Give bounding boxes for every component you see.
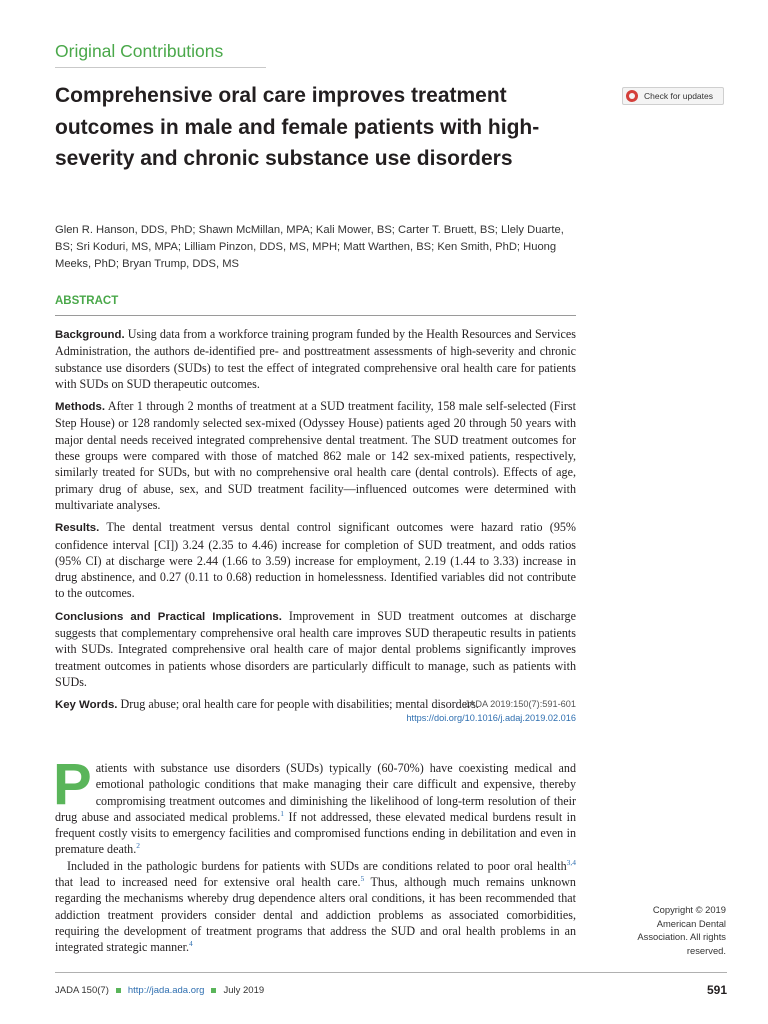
footer-separator-icon	[211, 988, 216, 993]
abstract-conclusions	[55, 608, 576, 690]
abstract-body	[55, 326, 576, 720]
author-list: Glen R. Hanson, DDS, PhD; Shawn McMillan, MPA; Kali Mower, BS; Carter T. Bruett, BS; Llely Duarte, BS; Sri Koduri, MS, MPA; Lilliam Pinzon, DDS, MS, MPH; Matt Warthen, BS; Ken Smith, PhD; Huong Meeks, PhD; Bryan Trump, DDS, MS	[55, 224, 564, 270]
p1-text-a: atients with substance use disorders (SUDs) typically (60-70%) have coexisting medical and emotional pathologic conditions that make managing their care difficult and expensive, thereby compromising treatment outcomes and diminishing the likelihood of long-term resolution of their drug abuse and associated medical problems.	[55, 761, 576, 824]
p1-text-b: If not addressed, these elevated medical burdens result in frequent costly visits to emergency facilities and compromised functions ending in debilitation and even in premature death.	[55, 809, 576, 857]
reference-link[interactable]: 1	[280, 808, 285, 818]
footer-rule	[55, 972, 727, 973]
conclusions-text: Improvement in SUD treatment outcomes at discharge suggests that complementary comprehensive oral health care improves SUD therapeutic results in patients with SUDs. Integrated comprehensive oral health care of major dental problems significantly improves treatment outcomes in patients whose disorders are particularly difficult to manage, such as patients with SUDs.	[55, 608, 576, 689]
journal-reference: JADA 2019:150(7):591-601	[464, 699, 576, 709]
footer-journal: JADA 150(7)	[55, 984, 109, 996]
citation-block	[350, 697, 576, 725]
p2-text-a: Included in the pathologic burdens for patients with SUDs are conditions related to poor oral health	[67, 858, 567, 873]
abstract-heading: ABSTRACT	[55, 295, 119, 307]
results-label: Results.	[55, 522, 100, 535]
background-text: Using data from a workforce training program funded by the Health Resources and Services Administration, the authors de-identified pre- and posttreatment assessments of high-severity and chronic substance use disorders (SUDs) to test the effect of integrated comprehensive oral health care for patients with SUDs on SUD therapeutic outcomes.	[55, 327, 576, 391]
p2-text-b: that lead to increased need for extensive oral health care.	[55, 875, 361, 890]
reference-link[interactable]: 3,4	[566, 857, 576, 867]
doi-link[interactable]: https://doi.org/10.1016/j.adaj.2019.02.016	[406, 713, 576, 723]
keywords-text: Drug abuse; oral health care for people with disabilities; mental disorders.	[120, 697, 479, 712]
section-rule	[55, 67, 266, 68]
footer-separator-icon	[116, 988, 121, 993]
footer-url-link[interactable]: http://jada.ada.org	[127, 984, 205, 996]
results-text: The dental treatment versus dental control significant outcomes were hazard ratio (95% confidence interval [CI]) 3.24 (2.35 to 4.46) increase for completion of SUD treatment, and odds ratios (95% CI) at discharge were 2.44 (1.66 to 3.59) increase for employment, 2.19 (1.44 to 3.33) increase in drug abstinence, and 0.27 (0.11 to 0.68) reduction in homelessness. Identified variables did not contribute to the outcomes.	[55, 520, 576, 601]
p2-text-c: Thus, although much remains unknown regarding the mechanisms whereby drug dependence alters oral conditions, it has been recommended that addiction treatment providers consider dental and addiction problems as associated comorbidities, requiring the development of treatment programs that address the SUD and oral health problems in an integrated strategic manner.	[55, 875, 576, 955]
reference-link[interactable]: 2	[136, 841, 141, 851]
abstract-methods	[55, 398, 576, 513]
article-body	[53, 752, 576, 956]
drop-cap: P	[53, 752, 92, 817]
methods-text: After 1 through 2 months of treatment at a SUD treatment facility, 158 male self-selected (First Step House) or 128 randomly selected sex-mixed (Odyssey House) patients aged 20 through 50 years with major dental needs received integrated comprehensive dental treatment. The SUD treatment outcomes for these groups were compared with those of matched 862 male or 142 sex-mixed patients, respectively, similarly treated for SUDs, but with no comprehensive oral health care (dental controls). Effects of age, primary drug of abuse, sex, and SUD treatment facility—influenced outcomes were determined with multivariate analyses.	[55, 399, 576, 512]
check-for-updates-label: Check for updates	[644, 91, 713, 101]
abstract-background	[55, 326, 576, 392]
keywords-label: Key Words.	[55, 699, 118, 712]
background-label: Background.	[55, 329, 125, 341]
body-paragraph-1	[53, 752, 576, 858]
reference-link[interactable]: 5	[360, 874, 365, 884]
footer-date: July 2019	[223, 984, 265, 996]
body-paragraph-2	[55, 858, 576, 956]
section-label: Original Contributions	[55, 41, 224, 61]
page-footer	[55, 983, 727, 997]
reference-link[interactable]: 4	[188, 939, 193, 949]
crossmark-icon	[626, 90, 638, 102]
page-number: 591	[706, 983, 727, 997]
abstract-results	[55, 519, 576, 601]
copyright-notice: Copyright © 2019 American Dental Association. All rights reserved.	[637, 904, 726, 956]
check-for-updates-button[interactable]	[622, 87, 724, 105]
article-title: Comprehensive oral care improves treatment outcomes in male and female patients with high-severity and chronic substance use disorders	[55, 84, 540, 170]
methods-label: Methods.	[55, 401, 105, 414]
abstract-rule	[55, 315, 576, 316]
conclusions-label: Conclusions and Practical Implications.	[55, 610, 282, 623]
